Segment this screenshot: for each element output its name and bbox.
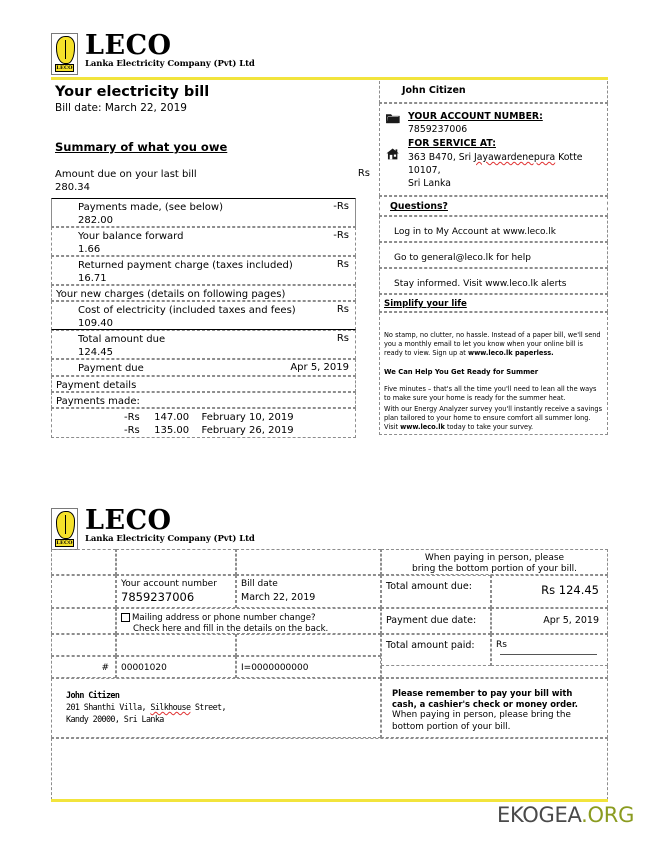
summary-row-payment-due <box>51 359 356 376</box>
stub-due-date-label: Payment due date: <box>381 608 491 634</box>
payment-date: February 10, 2019 <box>201 412 294 423</box>
leco-logo-text <box>85 505 255 545</box>
reminder-bold: Please remember to pay your bill with cash, a cashier's check or money order. <box>392 688 578 709</box>
stub-bill-date <box>236 575 381 608</box>
header-rule-top <box>51 77 608 80</box>
stub-cell-blank-5 <box>51 608 116 634</box>
promo-paragraph-3: With our Energy Analyzer survey you'll instantly receive a savings plan tailored to your home to ensure comfort all summer long. Visit www.leco.lk today to take your survey. <box>384 405 603 432</box>
service-address-line-1: 363 B470, Sri Jayawardenepura Kotte 10107, <box>408 152 583 176</box>
promo-box <box>379 312 608 435</box>
payment-entry <box>124 424 351 437</box>
stub-cell-blank-4 <box>51 575 116 608</box>
stub-bill-date-value: March 22, 2019 <box>241 592 316 603</box>
row-currency: Rs <box>336 259 349 270</box>
summary-heading: Summary of what you owe <box>55 140 228 154</box>
sri-lanka-map-icon <box>56 511 75 539</box>
promo-subheading: We Can Help You Get Ready for Summer <box>384 367 539 376</box>
summary-row-payments-made <box>51 198 356 227</box>
leco-logo-mark <box>51 508 78 550</box>
stub-due-date-value: Apr 5, 2019 <box>491 608 608 634</box>
summary-row-balance-forward <box>51 227 356 256</box>
mail-line-2: Kandy 20000, Sri Lanka <box>66 714 164 724</box>
brand-tagline: Lanka Electricity Company (Pvt) Ltd <box>85 59 255 69</box>
leco-logo-mark <box>51 33 78 75</box>
reminder-rest: When paying in person, please bring the bottom portion of your bill. <box>392 710 571 732</box>
stub-ref-right: I=0000000000 <box>236 656 381 678</box>
stub-bill-date-label: Bill date <box>241 579 278 589</box>
mail-name: John Citizen <box>66 690 120 700</box>
stub-account-number <box>116 575 236 608</box>
row-currency: Rs <box>357 168 370 179</box>
stub-ref-left: 00001020 <box>116 656 236 678</box>
questions-heading-box: Questions? <box>379 196 608 216</box>
row-label: Payment due <box>78 363 144 374</box>
stub-cell-blank-6 <box>51 634 116 656</box>
watermark-tld: .ORG <box>581 803 635 827</box>
stub-blank-area <box>51 738 608 800</box>
stub-total-due-label: Total amount due: <box>381 575 491 608</box>
questions-item-email[interactable]: Go to general@leco.lk for help <box>379 242 608 268</box>
leco-logo-badge: LECO <box>56 65 73 71</box>
leco-logo-top <box>51 30 255 75</box>
customer-name-box: John Citizen <box>379 81 608 103</box>
account-number-value: 7859237006 <box>408 124 468 135</box>
row-amount: 1.66 <box>78 244 101 255</box>
simplify-heading-box: Simplify your life <box>379 294 608 312</box>
footer-rule <box>51 799 608 802</box>
mail-line-1: 201 Shanthi Villa, Silkhouse Street, <box>66 702 226 712</box>
stub-cell-blank-3 <box>236 549 381 575</box>
payment-amount: 135.00 <box>154 425 190 436</box>
stub-cell-blank-8 <box>236 634 381 656</box>
row-currency: Rs <box>336 304 349 315</box>
payments-list <box>51 408 356 438</box>
brand-name: LECO <box>85 505 172 536</box>
promo-paragraph-2: Five minutes – that's all the time you'll need to lean all the ways to make sure your home is ready for the summer heat. <box>384 384 597 402</box>
row-currency: -Rs <box>333 230 349 241</box>
payment-date: February 26, 2019 <box>201 425 294 436</box>
folder-icon <box>386 112 400 124</box>
row-amount: 109.40 <box>78 318 113 329</box>
summary-row-last-bill <box>51 166 376 196</box>
row-currency: Rs <box>336 333 349 344</box>
leco-logo-text <box>85 30 255 70</box>
new-charges-heading: Your new charges (details on following pages) <box>51 285 356 301</box>
stub-hash-cell: # <box>51 656 116 678</box>
stub-amount-paid-field[interactable]: Rs <box>491 634 608 666</box>
account-number-label: YOUR ACCOUNT NUMBER: <box>408 111 543 122</box>
leco-logo-badge: LECO <box>56 540 73 546</box>
summary-row-returned-charge <box>51 256 356 285</box>
stub-cell-blank-1 <box>51 549 116 575</box>
payment-amount: 147.00 <box>154 412 190 423</box>
row-amount: 280.34 <box>55 182 90 193</box>
amount-paid-write-line <box>500 654 597 655</box>
service-at-label: FOR SERVICE AT: <box>408 138 496 149</box>
brand-tagline: Lanka Electricity Company (Pvt) Ltd <box>85 534 255 544</box>
row-label: Cost of electricity (included taxes and fees) <box>78 305 296 316</box>
spellcheck-word: Jayawardenepura <box>474 152 556 163</box>
stub-mailing-address <box>51 678 381 738</box>
summary-row-total-due <box>51 330 356 359</box>
payment-entry <box>124 411 351 424</box>
leco-logo-bottom <box>51 505 255 550</box>
account-details-box <box>379 103 608 196</box>
spellcheck-word: Silkhouse <box>150 702 191 712</box>
home-icon <box>386 148 400 160</box>
stub-cell-blank-2 <box>116 549 236 575</box>
row-value: Apr 5, 2019 <box>290 362 349 373</box>
row-amount: 124.45 <box>78 347 113 358</box>
row-label: Your balance forward <box>78 231 184 242</box>
row-currency: -Rs <box>333 201 349 212</box>
service-address-line-2: Sri Lanka <box>408 178 451 189</box>
bill-title: Your electricity bill <box>55 84 210 100</box>
questions-item-myaccount[interactable]: Log in to My Account at www.leco.lk <box>379 216 608 242</box>
watermark-text: EKOGEA <box>497 803 582 827</box>
row-label: Payments made, (see below) <box>78 202 223 213</box>
ekogea-watermark <box>497 803 634 827</box>
stub-account-number-value: 7859237006 <box>121 590 195 604</box>
payments-made-heading: Payments made: <box>51 392 356 408</box>
stub-address-change-notice[interactable]: Mailing address or phone number change? Check here and fill in the details on the back. <box>116 608 381 634</box>
payment-currency: -Rs <box>124 425 140 436</box>
sri-lanka-map-icon <box>56 36 75 64</box>
stub-cell-blank-9 <box>381 666 608 678</box>
stub-cell-blank-7 <box>116 634 236 656</box>
row-label: Returned payment charge (taxes included) <box>78 260 293 271</box>
row-label: Total amount due <box>78 334 166 345</box>
stub-person-notice: When paying in person, please bring the bottom portion of your bill. <box>381 549 608 575</box>
payment-currency: -Rs <box>124 412 140 423</box>
brand-name: LECO <box>85 30 172 61</box>
payment-details-heading: Payment details <box>51 376 356 392</box>
stub-payment-reminder <box>381 678 608 738</box>
summary-row-cost-electricity <box>51 301 356 330</box>
bill-date: Bill date: March 22, 2019 <box>55 102 187 114</box>
address-change-checkbox[interactable] <box>121 613 130 622</box>
questions-item-alerts[interactable]: Stay informed. Visit www.leco.lk alerts <box>379 268 608 294</box>
promo-paragraph-1: No stamp, no clutter, no hassle. Instead of a paper bill, we'll send you a monthly email to let you know when your online bill is ready to view. Sign up at www.leco.lk paperless. <box>384 331 601 358</box>
stub-account-number-label: Your account number <box>121 579 217 589</box>
row-label: Amount due on your last bill <box>55 169 197 180</box>
row-amount: 16.71 <box>78 273 107 284</box>
stub-total-due-value: Rs 124.45 <box>491 575 608 608</box>
stub-amount-paid-label: Total amount paid: <box>381 634 491 666</box>
row-amount: 282.00 <box>78 215 113 226</box>
